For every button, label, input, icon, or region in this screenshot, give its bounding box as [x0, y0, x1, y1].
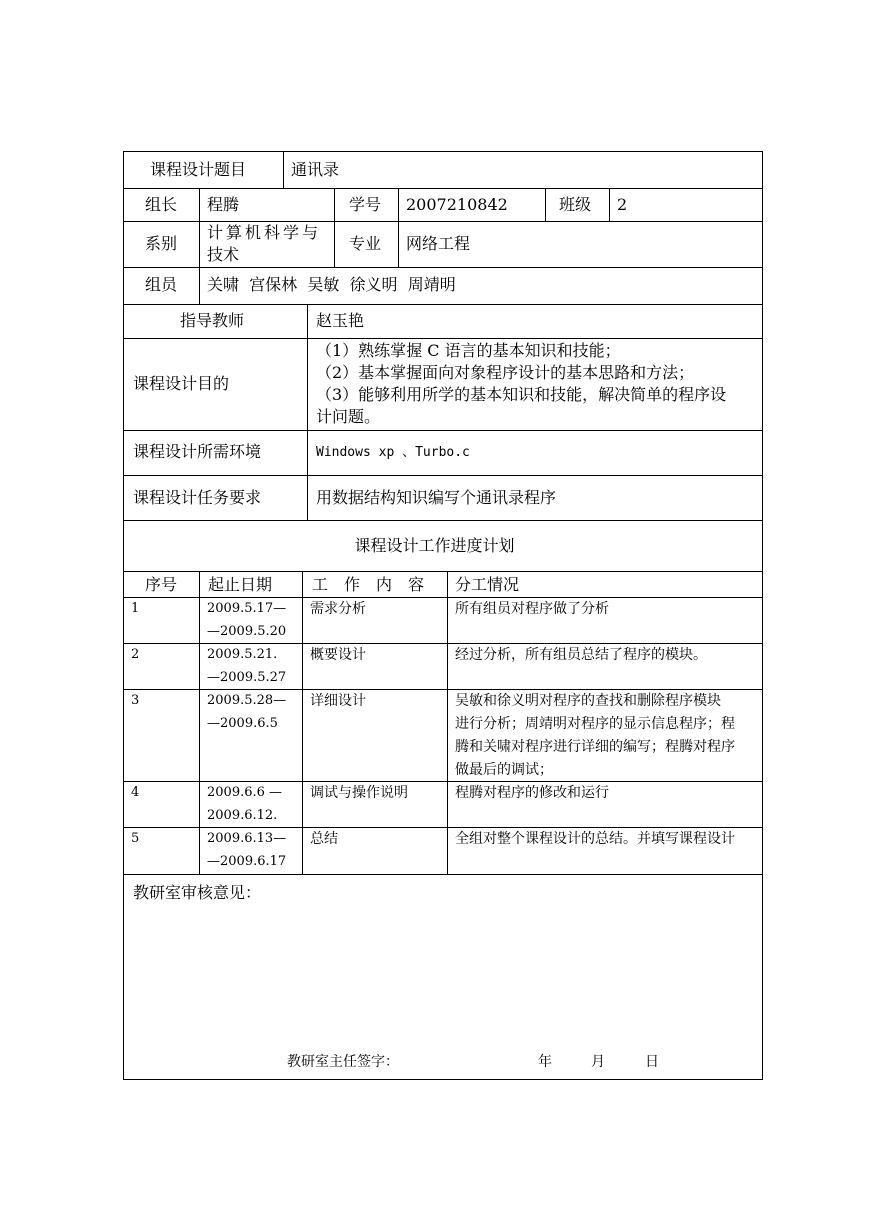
dept-value-line1: 计算机科学与 — [207, 223, 322, 242]
row-date: 2009.6.12. — [207, 808, 278, 823]
leader-value: 程腾 — [207, 195, 240, 214]
row-division: 全组对整个课程设计的总结。并填写课程设计 — [455, 831, 735, 847]
header-division: 分工情况 — [455, 575, 520, 594]
rule — [307, 304, 308, 520]
row-content: 需求分析 — [310, 601, 366, 617]
rule — [123, 338, 763, 339]
rule — [123, 874, 763, 875]
purpose-line: （1）熟练掌握 C 语言的基本知识和技能； — [316, 341, 621, 360]
student-id-value: 2007210842 — [406, 195, 508, 214]
row-content: 总结 — [310, 831, 338, 847]
row-division: 吴敏和徐义明对程序的查找和删除程序模块 — [455, 693, 721, 709]
row-date: —2009.5.27 — [207, 670, 287, 685]
row-division: 进行分析；周靖明对程序的显示信息程序；程 — [455, 716, 735, 732]
row-division: 做最后的调试； — [455, 762, 553, 778]
header-date: 起止日期 — [208, 575, 273, 594]
rule — [123, 643, 763, 644]
rule — [199, 571, 200, 874]
row-no: 2 — [131, 647, 140, 662]
class-label: 班级 — [559, 195, 592, 214]
rule — [123, 827, 763, 828]
day-label: 日 — [645, 1054, 659, 1070]
rule — [302, 571, 303, 874]
row-date: 2009.5.21. — [207, 647, 278, 662]
purpose-line: 计问题。 — [316, 407, 381, 426]
rule — [334, 188, 335, 267]
rule — [123, 188, 763, 189]
rule — [123, 571, 763, 572]
topic-label: 课程设计题目 — [150, 160, 247, 179]
row-content: 调试与操作说明 — [310, 785, 408, 801]
dept-label: 系别 — [145, 234, 178, 253]
row-date: 2009.5.28— — [207, 693, 287, 708]
row-division: 腾和关啸对程序进行详细的编写；程腾对程序 — [455, 739, 735, 755]
row-no: 5 — [131, 831, 140, 846]
rule — [123, 221, 763, 222]
row-division: 经过分析，所有组员总结了程序的模块。 — [455, 647, 707, 663]
rule — [123, 475, 763, 476]
class-value: 2 — [617, 195, 628, 214]
rule — [123, 781, 763, 782]
members-label: 组员 — [145, 275, 178, 294]
advisor-value: 赵玉艳 — [316, 311, 365, 330]
row-no: 3 — [131, 693, 140, 708]
rule — [545, 188, 546, 221]
signature-label: 教研室主任签字： — [287, 1054, 399, 1070]
row-no: 1 — [131, 601, 140, 616]
schedule-title: 课程设计工作进度计划 — [354, 536, 515, 555]
rule — [398, 188, 399, 267]
task-value: 用数据结构知识编写个通讯录程序 — [316, 488, 557, 507]
purpose-line: （3）能够利用所学的基本知识和技能，解决简单的程序设 — [316, 385, 727, 404]
row-date: 2009.6.6 — — [207, 785, 283, 800]
rule — [283, 151, 284, 188]
row-date: 2009.5.17— — [207, 601, 287, 616]
advisor-label: 指导教师 — [180, 311, 245, 330]
row-date: 2009.6.13— — [207, 831, 287, 846]
row-content: 详细设计 — [310, 693, 366, 709]
row-date: —2009.6.5 — [207, 716, 278, 731]
rule — [123, 520, 763, 521]
purpose-line: （2）基本掌握面向对象程序设计的基本思路和方法； — [316, 363, 695, 382]
major-value: 网络工程 — [406, 234, 471, 253]
review-label: 教研室审核意见： — [133, 883, 262, 902]
row-division: 程腾对程序的修改和运行 — [455, 785, 609, 801]
major-label: 专业 — [349, 234, 382, 253]
purpose-label: 课程设计目的 — [133, 374, 230, 393]
env-label: 课程设计所需环境 — [133, 442, 262, 461]
rule — [123, 304, 763, 305]
dept-value-line2: 技术 — [207, 245, 240, 264]
year-label: 年 — [538, 1054, 552, 1070]
student-id-label: 学号 — [349, 195, 382, 214]
topic-value: 通讯录 — [291, 160, 340, 179]
task-label: 课程设计任务要求 — [133, 488, 262, 507]
rule — [123, 597, 763, 598]
rule — [447, 571, 448, 874]
row-date: —2009.6.17 — [207, 854, 287, 869]
header-content: 工 作 内 容 — [312, 575, 425, 594]
rule — [123, 267, 763, 268]
rule — [609, 188, 610, 221]
rule — [123, 430, 763, 431]
leader-label: 组长 — [145, 195, 178, 214]
header-no: 序号 — [145, 575, 178, 594]
row-date: —2009.5.20 — [207, 624, 287, 639]
month-label: 月 — [591, 1054, 605, 1070]
env-value: Windows xp 、Turbo.c — [316, 445, 470, 460]
rule — [199, 188, 200, 304]
row-content: 概要设计 — [310, 647, 366, 663]
row-no: 4 — [131, 785, 140, 800]
members-value: 关啸 宫保林 吴敏 徐义明 周靖明 — [207, 275, 456, 294]
rule — [123, 689, 763, 690]
row-division: 所有组员对程序做了分析 — [455, 601, 609, 617]
